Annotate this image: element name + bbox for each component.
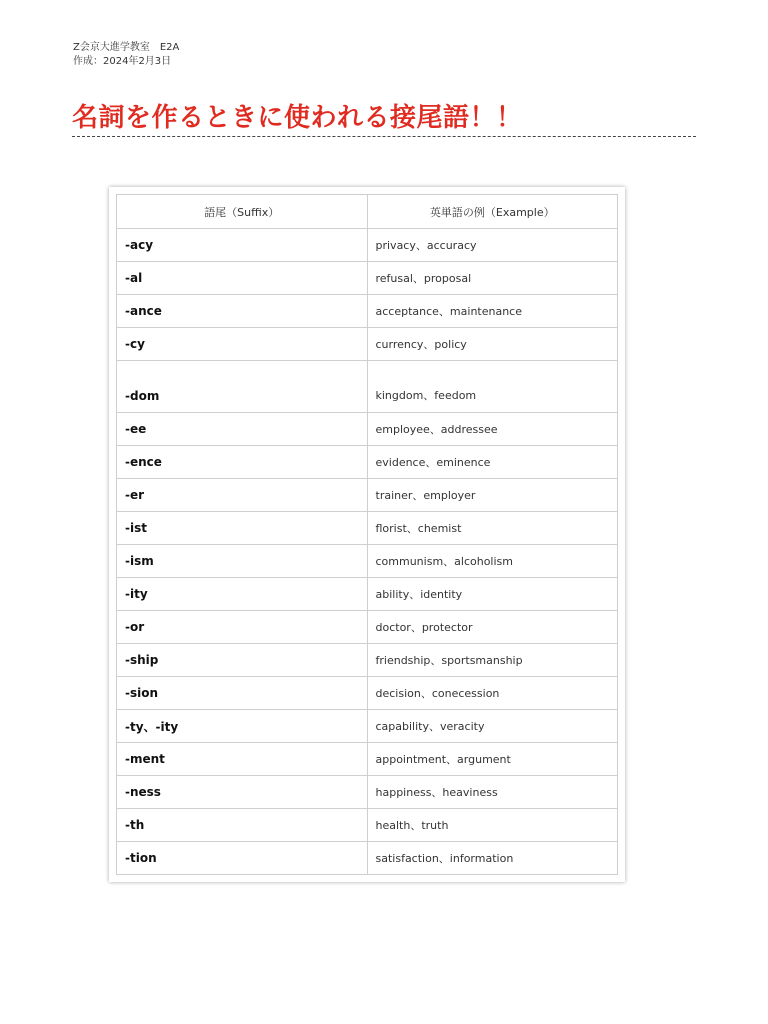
table-row: [117, 743, 618, 776]
header-line-2: 作成：2024年2月3日: [73, 56, 172, 67]
example-cell: trainer、employer: [367, 479, 618, 512]
example-cell: evidence、eminence: [367, 446, 618, 479]
example-cell: health、truth: [367, 809, 618, 842]
table-row: [117, 262, 618, 295]
column-header-example: 英単語の例（Example）: [367, 195, 618, 229]
table-row: [117, 413, 618, 446]
example-cell: friendship、sportsmanship: [367, 644, 618, 677]
table-row: [117, 545, 618, 578]
suffix-cell: -ness: [117, 776, 368, 809]
table-row: [117, 644, 618, 677]
example-cell: refusal、proposal: [367, 262, 618, 295]
table-row: [117, 328, 618, 361]
example-cell: happiness、heaviness: [367, 776, 618, 809]
table-row: [117, 842, 618, 875]
suffix-cell: -al: [117, 262, 368, 295]
table-row: [117, 295, 618, 328]
example-cell: capability、veracity: [367, 710, 618, 743]
suffix-cell: -dom: [117, 361, 368, 413]
suffix-cell: -cy: [117, 328, 368, 361]
suffix-cell: -sion: [117, 677, 368, 710]
suffix-cell: -er: [117, 479, 368, 512]
table-row: [117, 479, 618, 512]
example-cell: appointment、argument: [367, 743, 618, 776]
header-line-1: Z会京大進学教室 E2A: [73, 42, 180, 53]
suffix-cell: -ance: [117, 295, 368, 328]
example-cell: privacy、accuracy: [367, 229, 618, 262]
table-row: [117, 710, 618, 743]
example-cell: florist、chemist: [367, 512, 618, 545]
example-cell: ability、identity: [367, 578, 618, 611]
suffix-table: [116, 194, 618, 875]
suffix-cell: -th: [117, 809, 368, 842]
example-cell: doctor、protector: [367, 611, 618, 644]
suffix-cell: -ty、-ity: [117, 710, 368, 743]
table-row: [117, 446, 618, 479]
example-cell: currency、policy: [367, 328, 618, 361]
table-row: [117, 611, 618, 644]
suffix-cell: -ism: [117, 545, 368, 578]
table-header-row: [117, 195, 618, 229]
example-cell: satisfaction、information: [367, 842, 618, 875]
suffix-cell: -ence: [117, 446, 368, 479]
page-title: 名詞を作るときに使われる接尾語！！: [72, 100, 696, 137]
suffix-cell: -acy: [117, 229, 368, 262]
document-meta: [73, 41, 179, 69]
suffix-cell: -ship: [117, 644, 368, 677]
suffix-cell: -tion: [117, 842, 368, 875]
table-row: [117, 776, 618, 809]
table-row: [117, 677, 618, 710]
suffix-cell: -ee: [117, 413, 368, 446]
suffix-table-card: [109, 187, 625, 882]
suffix-cell: -ist: [117, 512, 368, 545]
table-row: [117, 578, 618, 611]
table-row: [117, 229, 618, 262]
example-cell: employee、addressee: [367, 413, 618, 446]
example-cell: acceptance、maintenance: [367, 295, 618, 328]
suffix-cell: -ment: [117, 743, 368, 776]
table-row: [117, 809, 618, 842]
table-row: [117, 512, 618, 545]
suffix-cell: -or: [117, 611, 368, 644]
example-cell: kingdom、feedom: [367, 361, 618, 413]
suffix-cell: -ity: [117, 578, 368, 611]
table-row: [117, 361, 618, 413]
column-header-suffix: 語尾（Suffix）: [117, 195, 368, 229]
example-cell: communism、alcoholism: [367, 545, 618, 578]
example-cell: decision、conecession: [367, 677, 618, 710]
